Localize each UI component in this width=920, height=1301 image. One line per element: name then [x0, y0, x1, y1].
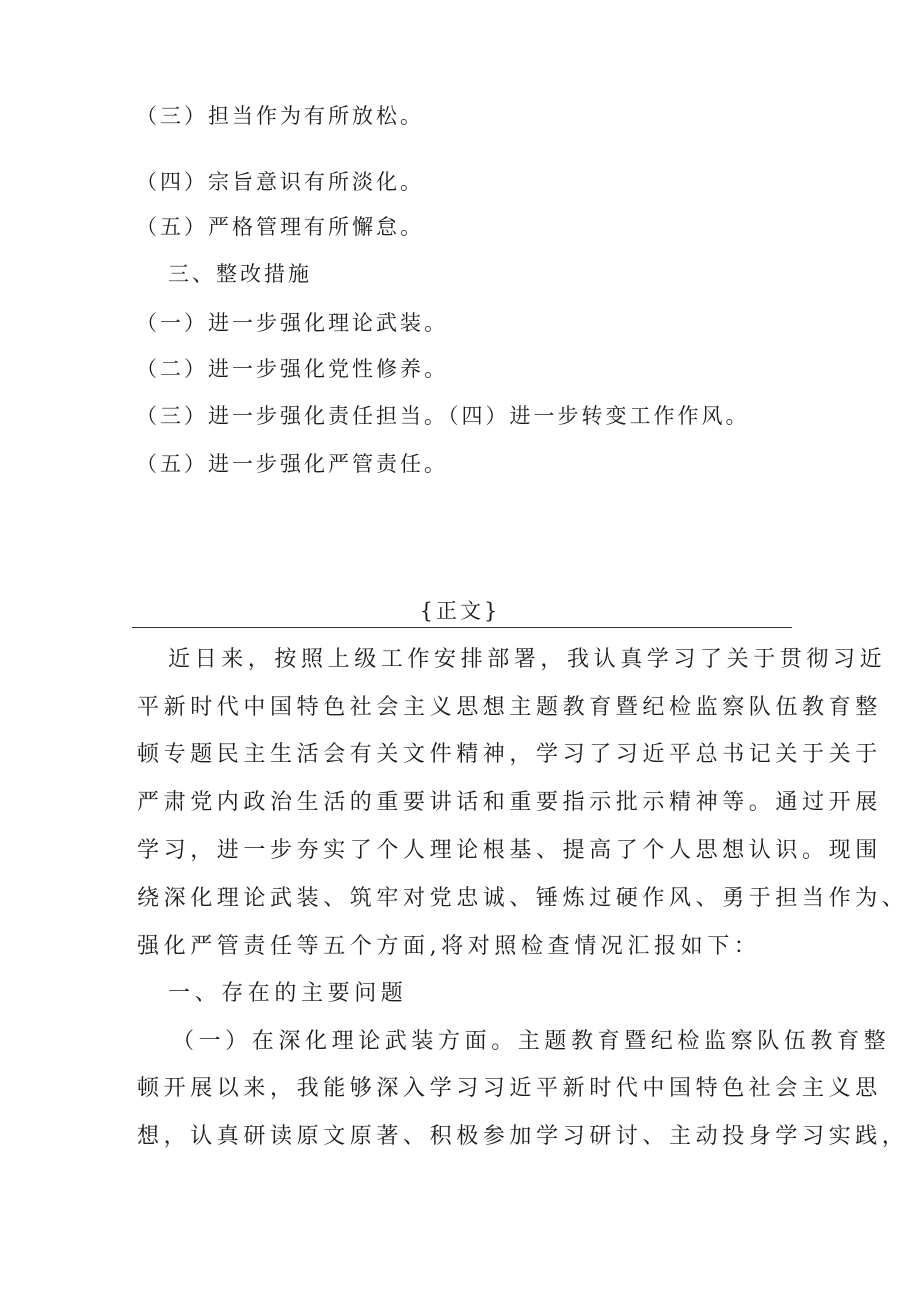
body-heading: 一、存在的主要问题 [168, 981, 408, 1006]
body-line: 严肃党内政治生活的重要讲话和重要指示批示精神等。通过开展 [137, 790, 882, 815]
body-line: 想，认真研读原文原著、积极参加学习研讨、主动投身学习实践， [137, 1124, 909, 1149]
body-line: 顿专题民主生活会有关文件精神，学习了习近平总书记关于关于 [137, 742, 882, 767]
outline-item: （三）进一步强化责任担当。（四）进一步转变工作作风。 [136, 404, 750, 428]
outline-item: （四）宗旨意识有所淡化。 [136, 170, 424, 194]
body-line: （一）在深化理论武装方面。主题教育暨纪检监察队伍教育整 [172, 1029, 891, 1054]
section-title: {正文} [419, 599, 501, 623]
body-line: 绕深化理论武装、筑牢对党忠诚、锤炼过硬作风、勇于担当作为、 [137, 886, 909, 911]
divider-line [132, 627, 792, 628]
outline-item: （一）进一步强化理论武装。 [136, 311, 448, 335]
outline-heading: 三、整改措施 [168, 262, 312, 286]
body-line: 强化严管责任等五个方面,将对照检查情况汇报如下： [137, 934, 761, 959]
outline-item: （五）进一步强化严管责任。 [136, 452, 448, 476]
body-line: 顿开展以来，我能够深入学习习近平新时代中国特色社会主义思 [137, 1076, 882, 1101]
outline-item: （五）严格管理有所懈怠。 [136, 215, 424, 239]
outline-item: （二）进一步强化党性修养。 [136, 357, 448, 381]
body-line: 近日来，按照上级工作安排部署，我认真学习了关于贯彻习近 [168, 647, 887, 672]
body-line: 平新时代中国特色社会主义思想主题教育暨纪检监察队伍教育整 [137, 695, 882, 720]
body-line: 学习，进一步夯实了个人理论根基、提高了个人思想认识。现围 [137, 838, 882, 863]
outline-item: （三）担当作为有所放松。 [136, 104, 424, 128]
